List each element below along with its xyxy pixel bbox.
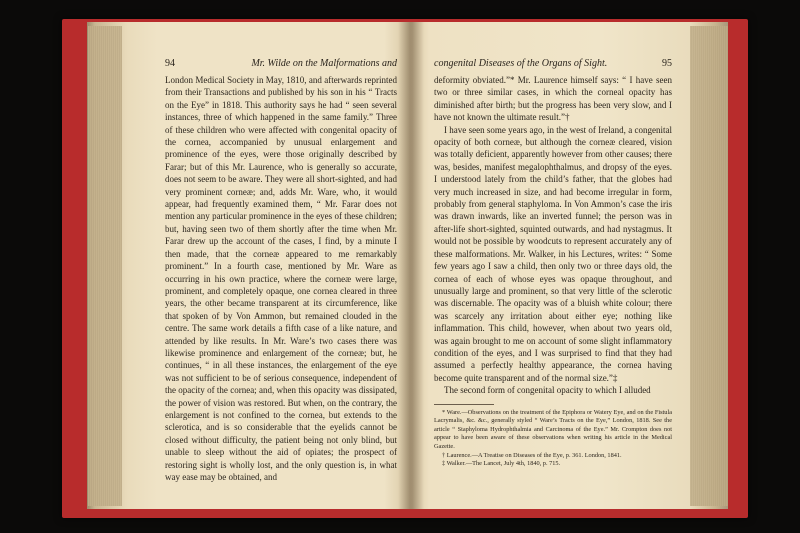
- footnote-divider: [434, 404, 494, 405]
- left-page-header: [165, 58, 397, 70]
- right-page: [410, 22, 728, 509]
- footnote: † Laurence.—A Treatise on Diseases of the Eye, p. 361. London, 1841.: [442, 451, 622, 459]
- page-number: 94: [165, 58, 175, 69]
- right-page-body: [434, 74, 672, 397]
- book-gutter: [398, 22, 424, 509]
- page-number: 95: [662, 58, 672, 69]
- right-page-header: [434, 58, 672, 70]
- right-page-edges: [690, 26, 728, 506]
- footnote: * Ware.—Observations on the treatment of the Epiphora or Watery Eye, and on the Fistula Lacrymalis, &c. &c., generally styled “ Ware’s Tracts on the Eye,” London, 1818. See the article “ Staphyloma Hydrophthalmia and Carcinoma of the Eye.” Mr. Crompton does not appear to have been aware of these observations when writing his article in the Medical Gazette.: [434, 408, 672, 450]
- left-page-edges: [88, 26, 122, 506]
- left-page: [87, 22, 410, 509]
- paragraph: London Medical Society in May, 1810, and afterwards reprinted from their Transactions and published by his son in his “ Tracts on the Eye” in 1818. This authority says he had “ seen several instances, three of which happened in the same family.” Three of these children who were affected with congenital opacity of the cornea, accompanied by unusual enlargement and prominence of the eyes, were those originally described by Farar; but of this Mr. Laurence, who is generally so accurate, does not seem to be aware. They were all short-sighted, and had very prominent corneæ; and, adds Mr. Ware, who, it would appear, had frequently examined them, “ Mr. Farar does not mention any particular prominence in the eyes of these children; but, having seen two of them shortly after the time when Mr. Farar drew up the account of the cases, I find, by a minute I then made, that the corneæ appeared to me remarkably prominent.” In a fourth case, mentioned by Mr. Ware as occurring in his own practice, where the corneæ were large, prominent, and completely opaque, one cornea cleared in three years, the other became transparent at its circumference, like that spoken of by Von Ammon, but remained clouded in the centre. The same work details a fifth case of a like nature, and attended by like results. In Mr. Ware’s two cases there was likewise prominence and enlargement of the corneæ; but, he continues, “ in all these instances, the enlargement of the eye was not sufficient to be of serious consequence, independent of the opacity of the cornea; and, when this opacity was dissipated, the power of vision was restored. But when, on the contrary, the enlargement is not confined to the cornea, but extends to the sclerotica, and is so considerable that the eyelids cannot be closed without difficulty, the patient being not only blind, but unable to sleep without the aid of opiates; the prospect of restoring sight is wholly lost, and the only question is, in what way ease may be obtained, and: [165, 75, 397, 482]
- running-head: congenital Diseases of the Organs of Sight.: [434, 58, 608, 69]
- paragraph: I have seen some years ago, in the west of Ireland, a congenital opacity of both corneæ, but although the corneæ cleared, vision was totally deficient, apparently however from other causes; there was, besides, manifest megalophthalmus, and dropsy of the eyes. I understood lately from the child’s father, that the globes had very much increased in size, and had become irregular in form, probably from general staphyloma. In Von Ammon’s case the iris was drawn inwards, like an inverted funnel; the person was in after-life short-sighted, squinted outwards, and had nystagmus. It would not be possible by woodcuts to represent accurately any of these malformations. Mr. Walker, in his Lectures, writes: “ Some few years ago I saw a child, then only two or three days old, the cornea of each of whose eyes was opaque throughout, and unusually large and prominent, so that very little of the sclerotic was discernable. The opacity was of a bluish white colour; there was scarcely any irritation about either eye; nothing like inflammation. This child, however, when about two years old, was again brought to me on account of some slight inflammatory condition of the eyes, and I was surprised to find that they had assumed a perfectly healthy appearance, the cornea having become quite transparent and of the normal size.”‡: [434, 124, 672, 383]
- left-page-body: [165, 74, 397, 483]
- footnote: ‡ Walker.—The Lancet, July 4th, 1840, p. 715.: [442, 460, 561, 468]
- right-page-text: [434, 58, 672, 469]
- running-head: Mr. Wilde on the Malformations and: [251, 58, 397, 69]
- footnotes: [434, 409, 672, 469]
- paragraph: deformity obviated.”* Mr. Laurence himself says: “ I have seen two or three similar cases, in which the corneal opacity has diminished after birth; but the progress has been very slow, and I have not known the ultimate result.”†: [434, 75, 672, 123]
- left-page-text: [165, 58, 397, 483]
- paragraph: The second form of congenital opacity to which I alluded: [444, 385, 651, 396]
